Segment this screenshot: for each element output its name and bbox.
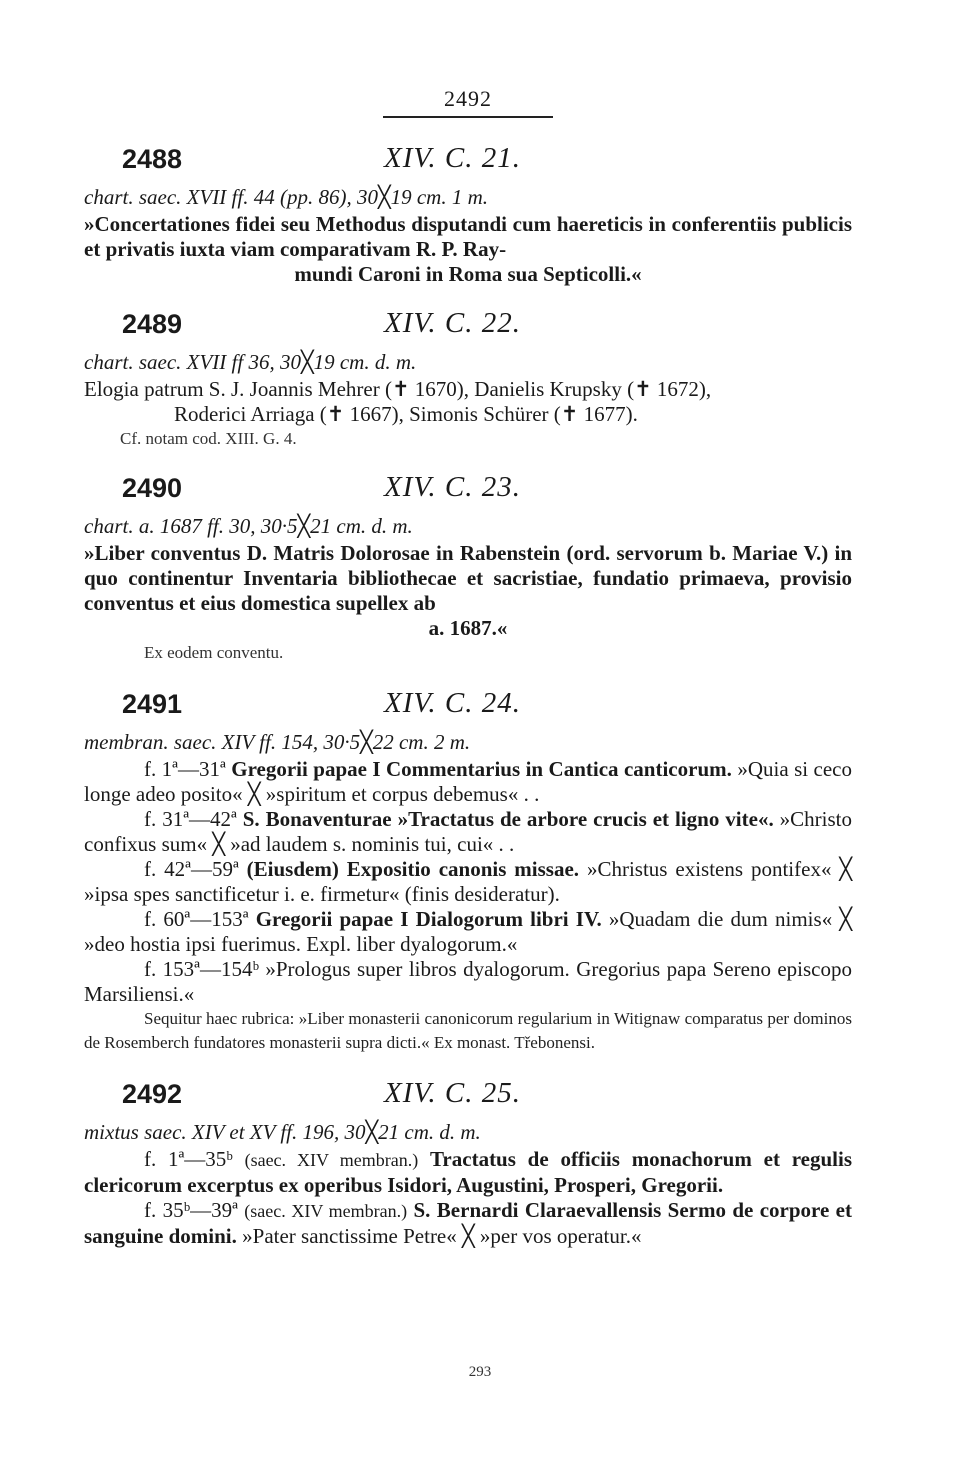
entry-title: Elogia patrum S. J. Joannis Mehrer (✝ 1670), Danielis Krupsky (✝ 1672), — [84, 377, 712, 401]
content-item — [84, 907, 852, 957]
head-rule — [383, 116, 553, 118]
entry-meta: mixtus saec. XIV et XV ff. 196, 30╳21 cm. d. m. — [84, 1120, 481, 1144]
entry-signature: XIV. C. 24. — [384, 687, 521, 719]
content-item — [84, 1147, 852, 1198]
entry-signature: XIV. C. 22. — [384, 307, 521, 339]
entry-signature: XIV. C. 21. — [384, 142, 521, 174]
entry-number: 2489 — [122, 309, 183, 339]
item-text: »Quadam die dum nimis« ╳ »deo hostia ipsi fuerimus. Expl. liber dyalogorum.« — [84, 907, 853, 956]
entry-title: »Liber conventus D. Matris Dolorosae in Rabenstein (ord. servorum b. Mariae V.) in quo continentur Inventaria bibliothecae et sacristiae, fundatio primaeva, provisio conventus et eius domestica supellex ab — [84, 541, 852, 615]
entry-meta: chart. a. 1687 ff. 30, 30·5╳21 cm. d. m. — [84, 514, 413, 538]
entry-title-cont: mundi Caroni in Roma sua Septicolli.« — [294, 262, 642, 286]
entry-note: Cf. notam cod. XIII. G. 4. — [120, 429, 297, 448]
entry-signature: XIV. C. 23. — [384, 471, 521, 503]
entry-signature: XIV. C. 25. — [384, 1077, 521, 1109]
entry-2491 — [84, 683, 852, 1055]
page-body — [84, 86, 852, 1249]
entry-number: 2488 — [122, 144, 183, 174]
entry-number: 2490 — [122, 473, 183, 503]
entry-head — [84, 467, 852, 511]
content-item — [84, 807, 852, 857]
item-folio: f. 1ª—35ᵇ — [144, 1147, 233, 1171]
item-title: Gregorii papae I Commentarius in Cantica canticorum. — [231, 757, 732, 781]
item-title: S. Bonaventurae »Tractatus de arbore crucis et ligno vite«. — [242, 807, 774, 831]
entry-number: 2492 — [122, 1079, 183, 1109]
entry-2490 — [84, 467, 852, 665]
entry-number: 2491 — [122, 689, 183, 719]
item-folio: f. 42ª—59ª — [144, 857, 239, 881]
entry-2492 — [84, 1073, 852, 1249]
item-qualifier: (saec. XIV membran.) — [244, 1201, 408, 1221]
item-text: »Christus existens pontifex« ╳ »ipsa spes sanctificetur i. e. firmetur« (finis desideratur). — [84, 857, 853, 906]
item-title: (Eiusdem) Expositio canonis missae. — [246, 857, 580, 881]
item-title: S. Bernardi Claraevallensis Sermo de corpore et sanguine domini. — [84, 1198, 852, 1248]
item-text: »Pater sanctissime Petre« ╳ »per vos operatur.« — [242, 1224, 642, 1248]
item-folio: f. 31ª—42ª — [144, 807, 237, 831]
content-item — [84, 857, 852, 907]
entry-2489 — [84, 303, 852, 451]
item-qualifier: (saec. XIV membran.) — [244, 1150, 419, 1170]
item-title: Gregorii papae I Dialogorum libri IV. — [255, 907, 602, 931]
item-folio: f. 60ª—153ª — [144, 907, 249, 931]
entry-head — [84, 303, 852, 347]
item-folio: f. 35ᵇ—39ª — [144, 1198, 238, 1222]
entry-head — [84, 138, 852, 182]
entry-2488 — [84, 138, 852, 287]
entry-note: Sequitur haec rubrica: »Liber monasterii canonicorum regularium in Witignaw comparatus per dominos de Rosemberch fundatores monasterii supra dicti.« Ex monast. Třebonensi. — [84, 1009, 852, 1052]
item-title: Tractatus de officiis monachorum et regulis clericorum excerptus ex operibus Isidori, Augustini, Prosperi, Gregorii. — [84, 1147, 852, 1197]
entry-head — [84, 683, 852, 727]
item-text: »Quia si ceco longe adeo posito« ╳ »spiritum et corpus debemus« . . — [84, 757, 853, 806]
entry-title-cont: a. 1687.« — [428, 616, 508, 640]
entry-title: »Concertationes fidei seu Methodus disputandi cum haereticis in conferentiis publicis et privatis iuxta viam comparativam R. P. Ray- — [84, 212, 852, 261]
entry-head — [84, 1073, 852, 1117]
content-item — [84, 757, 852, 807]
entry-meta: chart. saec. XVII ff. 44 (pp. 86), 30╳19 cm. 1 m. — [84, 185, 488, 209]
entry-meta: chart. saec. XVII ff 36, 30╳19 cm. d. m. — [84, 350, 417, 374]
content-item — [84, 1198, 852, 1249]
item-folio: f. 1ª—31ª — [144, 757, 226, 781]
item-folio: f. 153ª—154ᵇ — [144, 957, 259, 981]
entry-title-cont: Roderici Arriaga (✝ 1667), Simonis Schürer (✝ 1677). — [174, 402, 638, 426]
page-folio: 293 — [468, 1364, 492, 1380]
entry-note: Ex eodem conventu. — [144, 643, 284, 662]
item-text: »Prologus super libros dyalogorum. Gregorius papa Sereno episcopo Marsiliensi.« — [84, 957, 852, 1006]
entry-meta: membran. saec. XIV ff. 154, 30·5╳22 cm. 2 m. — [84, 730, 471, 754]
item-text: »Christo confixus sum« ╳ »ad laudem s. nominis tui, cui« . . — [84, 807, 852, 856]
running-head: 2492 — [444, 86, 492, 111]
content-item — [84, 957, 852, 1007]
